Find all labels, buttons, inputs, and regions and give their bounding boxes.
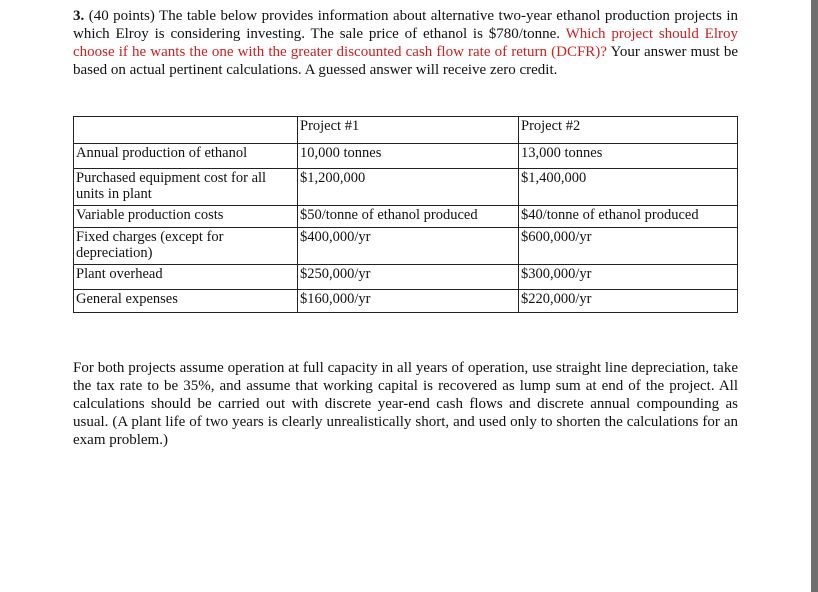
table-cell: $220,000/yr bbox=[519, 290, 738, 313]
assumptions-paragraph: For both projects assume operation at full capacity in all years of operation, use straight line depreciation, take the tax rate to be 35%, and assume that working capital is recovered as lump sum at end of the project. All calculations should be carried out with discrete year-end cash flows and discrete annual compounding as usual. (A plant life of two years is clearly unrealistically short, and used only to shorten the calculations for an exam problem.) bbox=[73, 360, 738, 448]
question-number: 3. bbox=[73, 8, 85, 24]
table-row bbox=[74, 228, 738, 265]
question-text bbox=[73, 7, 738, 79]
table-cell: 10,000 tonnes bbox=[298, 144, 519, 169]
question-highlight: Which project should Elroy choose if he wants the one with the greater discounted cash flow rate of return (DCFR)? bbox=[73, 26, 738, 60]
table-cell: $1,400,000 bbox=[519, 169, 738, 206]
table-cell: $250,000/yr bbox=[298, 265, 519, 290]
table-row bbox=[74, 206, 738, 228]
table-cell: $400,000/yr bbox=[298, 228, 519, 265]
table-row bbox=[74, 169, 738, 206]
table-header-cell: Project #2 bbox=[519, 117, 738, 144]
project-comparison-table bbox=[73, 116, 738, 313]
table-cell: $600,000/yr bbox=[519, 228, 738, 265]
question-closing: Your answer must be based on actual pertinent calculations. A guessed answer will receive zero credit. bbox=[73, 44, 738, 78]
table-row bbox=[74, 265, 738, 290]
table-cell-label: Variable production costs bbox=[74, 206, 298, 228]
table-cell-label: Fixed charges (except for depreciation) bbox=[74, 228, 298, 265]
table-header-cell: Project #1 bbox=[298, 117, 519, 144]
table-cell: $1,200,000 bbox=[298, 169, 519, 206]
table-row bbox=[74, 144, 738, 169]
table-row bbox=[74, 290, 738, 313]
table-cell: $300,000/yr bbox=[519, 265, 738, 290]
table-cell-label: Annual production of ethanol bbox=[74, 144, 298, 169]
vertical-scrollbar[interactable] bbox=[811, 0, 818, 592]
table-cell: $50/tonne of ethanol produced bbox=[298, 206, 519, 228]
table-cell-label: General expenses bbox=[74, 290, 298, 313]
table-cell: $160,000/yr bbox=[298, 290, 519, 313]
table-cell-label: Plant overhead bbox=[74, 265, 298, 290]
table-header-row bbox=[74, 117, 738, 144]
table-cell-label: Purchased equipment cost for all units in plant bbox=[74, 169, 298, 206]
table-cell: $40/tonne of ethanol produced bbox=[519, 206, 738, 228]
table-cell: 13,000 tonnes bbox=[519, 144, 738, 169]
table-header-cell bbox=[74, 117, 298, 144]
question-intro: (40 points) The table below provides information about alternative two-year ethanol production projects in which Elroy is considering investing. The sale price of ethanol is $780/tonne. bbox=[73, 8, 738, 42]
